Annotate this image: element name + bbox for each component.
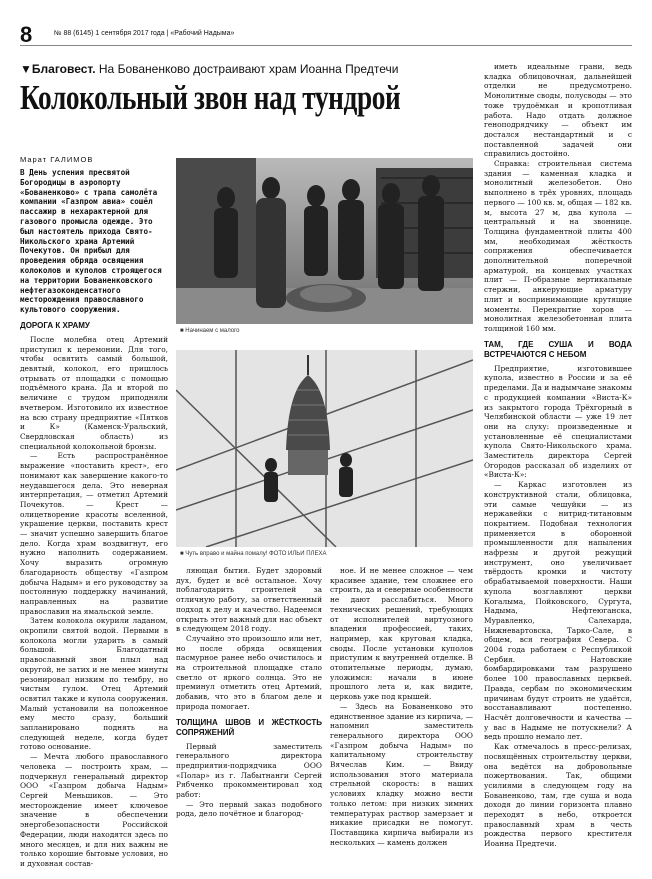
paragraph: — Это первый заказ подобного рода, дело почётное и благород- [176,799,322,819]
cupola-photo-image [176,350,473,547]
article-title: Колокольный звон над тундрой [20,78,401,117]
subhead-seams: ТОЛЩИНА ШВОВ И ЖЁСТКОСТЬ СОПРЯЖЕНИЙ [176,717,322,737]
photo-ceremony [176,158,473,324]
paragraph: ляющая бытия. Будет здоровый дух, будет и всё остальное. Хочу поблагодарить строителей за отличную работу, за ответственный подход к делу и качество. Надеемся открыть этот важный для нас объект в следующем 2018 году. [176,566,322,634]
paragraph: — Мечта любого православного человека — построить храм, — подчеркнул генеральный директор ООО «Газпром добыча Надым» Сергей Меньшиков. — Это месторождение имеет ключевое значение в обеспечении энергобезопасности Российской Федерации, люди находятся здесь по много месяцев, и для них важны не только хорошие бытовые условия, но и духовная состав- [20,752,168,868]
paragraph: Предприятие, изготовившее купола, известно в России и за её пределами. Да и надымчане знакомы с продукцией компании «Виста-К» из закрытого города Трёхгорный в Челябинской области — уже 19 лет они на слуху: произведенные и установленные её специалистами купола Свято-Никольского храма. Заместитель директора Сергей Огородов рассказал об изделиях от «Виста-К»: [484,363,632,480]
subhead-road-to-temple: ДОРОГА К ХРАМУ [20,320,90,330]
issue-line: № 88 (6145) 1 сентября 2017 года | «Рабочий Надыма» [54,30,235,37]
kicker-arrow-icon: ▼ [20,62,32,76]
paragraph: — Каркас изготовлен из конструктивной стали, облицовка, эти самые чешуйки — из нержавейки с нитрид-титановым покрытием. Подобная технология применяется в оборонной промышленности для напыления нафрезы и другой режущий инструмент, оно увеличивает твёрдость кромки и чистоту обрабатываемой поверхности. Наши купола возглавляют церкви Когалыма, Пойковского, Сургута, Надыма, Нефтеюганска, Муравленко, Салехарда, Нижневартовска, Тарко-Сале, в общем, вся география Севера. С 2004 года работаем с Республикой Сербия. Натовские бомбардировками там разрушено более 100 православных церквей. Правда, сербам по экономическим причинам будут строить не удаётся, восстанавливают постепенно. Насчёт долговечности и качества — у вас в Надыме не потускнели? А ведь прошло немало лет. [484,480,632,742]
ceremony-photo-image [176,158,473,324]
caption-ceremony: ■ Начинаем с малого [180,328,240,334]
subhead-land-water-sky: ТАМ, ГДЕ СУША И ВОДА ВСТРЕЧАЮТСЯ С НЕБОМ [484,339,632,359]
paragraph: Как отмечалось в пресс-релизах, посвящённых строительству церкви, она ведётся на добровольные пожертвования. Так, общими усилиями в следующем году на Бованенково, там, где суша и вода доходя до линии горизонта плавно переходят в небо, откроется православный храм в честь рождества первого крестителя Иоанна Предтечи. [484,742,632,849]
column-3 [330,566,473,868]
paragraph: ное. И не менее сложное — чем красивее здание, тем сложнее его строить, да и северные особенности не дают расслабиться. Много технических решений, требующих от исполнителей виртуозного владения профессией, таких, например, как круговая кладка, своды. После установки куполов приступим к внутренней отделке. В отопительные периоды, думаю, уложимся: начали в июне прошлого лета и, как видите, церковь уже под крышей. [330,566,473,702]
paragraph: Первый заместитель генерального директора предприятия-подрядчика ООО «Полар» из г. Лабытнанги Сергей Рябченко прокомментировал ход работ: [176,741,322,800]
paragraph: Затем колокола окурили ладаном, окропили святой водой. Первыми в колокола могли ударить в самый большой. Благодатный православный звон плыл над округой, не затих и не менее минуты резонировал низким по тембру, но чистым гулом. Отец Артемий освятил также и купола сооружения. Малый установили на положенное ему место сразу, больший запланировано поднять на следующей неделе, когда будет готово основание. [20,616,168,752]
column-4 [484,62,632,868]
page-number: 8 [20,22,33,47]
kicker-rubric: Благовест. [31,62,96,76]
photo-cupola [176,350,473,547]
article-kicker [20,62,398,76]
article-author: Марат ГАЛИМОВ [20,155,94,164]
column-1 [20,168,168,868]
reference-paragraph: Справка: строительная система здания — каменная кладка и монолитный железобетон. Оно выполнено в трёх уровнях, площадь первого — 100 кв. м, общая — 182 кв. м, высота 27 м, два купола — центральный и на звоннице. Толщина фундаментной плиты 400 мм, необходимая жёсткость сопряжения обеспечивается дополнительной поперечной арматурой, на концевых участках плит — П-образные вертикальные стержни, анкерующие арматуру плит и воспринимающие крутящие моменты. Перекрытие хоров — монолитная железобетонная плита толщиной 160 мм. [484,159,632,333]
page-header [20,22,632,47]
column-2 [176,566,322,868]
paragraph: — Здесь на Бованенково это единственное здание из кирпича, — напомнил заместитель генерального директора ООО «Газпром добыча Надым» по капитальному строительству Вячеслав Ким. — Ввиду использования этого материала стрельной скорость: в наших условиях кладку можно вести только летом: при низких зимних температурах раствор замерзает и никакие присадки не помогут. Поставщика кирпича выбирали из нескольких — камень должен [330,701,473,847]
paragraph: После молебна отец Артемий приступил к церемонии. Для того, чтобы освятить самый большой, девятый, колокол, его пришлось отрывать от площадки с помощью подъёмного крана. Да и второй по величине с трудом приподняли вчетвером. Изготовило их известное на всю страну предприятие «Пятков и К» (Каменск-Уральский, Свердловская область) из специальной колокольной бронзы. [20,334,168,451]
kicker-text: На Бованенково достраивают храм Иоанна Предтечи [98,62,399,76]
paragraph: — Есть распространённое выражение «поставить крест», его понимают как завершение какого-то неудавшегося дела. Это неверная интерпретация, — отметил Артемий Почекутов. — Крест — олицетворение красоты вселенной, украшение церкви, поставить крест — значит успешно завершить благое дело. Когда храм воздвигнут, его нужно наполнить содержанием. Хочу выразить огромную благодарность обществу «Газпром добыча Надым» и его руководству за постоянную поддержку начинаний, направленных на развитие православия на ямальской земле. [20,451,168,616]
article-lead: В День успения пресвятой Богородицы в аэропорту «Бованенково» с трапа самолёта компании «Газпром авиа» сошёл пассажир в нехарактерной для газового промысла одежде. Это был настоятель прихода Свято-Никольского храма Артемий Почекутов. Он прибыл для проведения обряда освящения колоколов и куполов строящегося на территории Бованенковского нефтегазоконденсатного месторождения православного культового сооружения. [20,168,162,315]
paragraph: иметь идеальные грани, ведь кладка облицовочная, дальнейшей отделки не предусмотрено. Монолитные своды, полусводы — это тоже трудоёмкая и кропотливая работа. Надо отдать должное геноподрядчику — объект им достался нестандартный и с поставленной задачей они справились достойно. [484,62,632,159]
paragraph: Случайно это произошло или нет, но после обряда освящения пасмурное ранее небо очистилось и на строительной площадке стало светло от яркого солнца. Это не преминул отметить отец Артемий, добавив, что это в благом деле и природа помогает. [176,633,322,711]
caption-cupola: ■ Чуть вправо и майна помалу! ФОТО ИЛЬИ ПЛЕХА [180,551,326,557]
